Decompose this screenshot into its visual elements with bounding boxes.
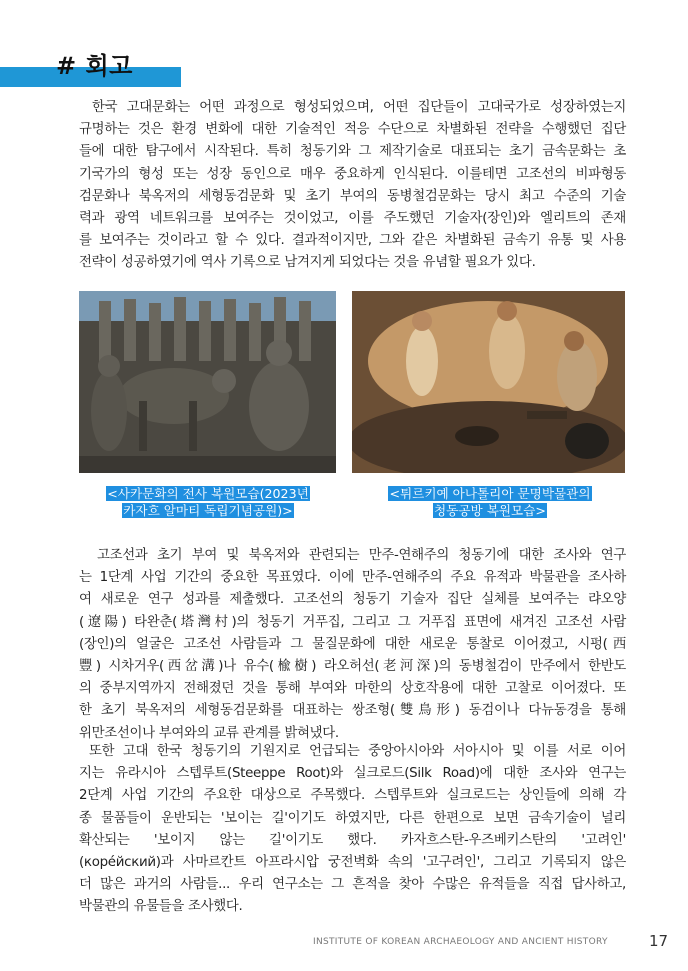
caption-line: <사카문화의 전사 복원모습(2023년 [107, 486, 309, 501]
page-number: 17 [649, 932, 669, 950]
section-title: # 회고 [56, 52, 133, 80]
caption-line: 카자흐 알마티 독립기념공원)> [123, 503, 293, 518]
bronze-workshop-diorama-photo [352, 291, 625, 473]
text-line: 또한 고대 한국 청동기의 기원지로 언급되는 중앙아시아와 서아시아 및 이를 서로 이어 [89, 744, 626, 759]
text-line: (장인)의 얼굴은 고조선 사람들과 그 물질문화에 대한 새로운 통찰로 이어졌고, 시펑(西 [79, 636, 626, 652]
text-line: 종 물품들이 운반되는 '보이는 길'이기도 하였지만, 다른 한편으로 보면 금속기술이 널리 [79, 810, 626, 826]
text-line: 豐) 시차거우(西岔溝)나 유수(楡樹) 라오허선(老河深)의 동병철검이 만주에서 한반도 [79, 659, 626, 675]
caption-line: 청동공방 복원모습> [434, 503, 546, 518]
text-line: 검문화나 북옥저의 세형동검문화 및 초기 부여의 동병철검문화는 당시 최고 수준의 기술 [79, 188, 626, 204]
text-line: 들에 대한 탐구에서 시작된다. 특히 청동기와 그 제작기술로 대표되는 초기 금속문화는 초 [79, 144, 626, 160]
footer-institute: INSTITUTE OF KOREAN ARCHAEOLOGY AND ANCIENT HISTORY [313, 937, 608, 947]
text-line: 박물관의 유물들을 조사했다. [79, 899, 243, 915]
paragraph-intro [79, 97, 626, 275]
text-line: 확산되는 '보이지 않는 길'이기도 했다. 카자흐스탄-우즈베키스탄의 '고려인' [79, 832, 626, 848]
text-line: 위만조선이나 부여와의 교류 관계를 밝혀냈다. [79, 725, 339, 741]
text-line: 력과 광역 네트워크를 보여주는 것이었고, 이를 주도했던 기술자(장인)와 엘리트의 존재 [79, 211, 626, 227]
caption-line: <튀르키예 아나톨리아 문명박물관의 [389, 486, 591, 501]
text-line: 고조선과 초기 부여 및 북옥저와 관련되는 만주-연해주의 청동기에 대한 조사와 연구 [97, 548, 626, 563]
text-line: 여 새로운 연구 성과를 제출했다. 고조선의 청동기 기술자 집단 실체를 보여주는 랴오양 [79, 592, 626, 608]
paragraph-manchuria [79, 545, 626, 745]
text-line: 한국 고대문화는 어떤 과정으로 형성되었으며, 어떤 집단들이 고대국가로 성장하였는지 [92, 100, 626, 115]
text-line: 규명하는 것은 환경 변화에 대한 기술적인 적응 수단으로 차별화된 전략을 수행했던 집단 [79, 122, 626, 138]
right-photo-caption [385, 485, 595, 519]
text-line: 기국가의 형성 또는 성장 동인으로 매우 중요하게 인식된다. 이를테면 고조선의 비파형동 [79, 166, 626, 182]
text-line: (корéйский)과 사마르칸트 아프라시압 궁전벽화 속의 '고구려인', 그리고 기록되지 않은 [79, 855, 626, 871]
text-line: 전략이 성공하였기에 역사 기록으로 남겨지게 되었다는 것을 유념할 필요가 있다. [79, 255, 536, 271]
text-line: 는 1단계 사업 기간의 중요한 목표였다. 이에 만주-연해주의 주요 유적과 박물관을 조사하 [79, 570, 626, 586]
text-line: 한 초기 북옥저의 세형동검문화를 대표하는 쌍조형(雙鳥形) 동검이나 다뉴동경을 통해 [79, 703, 626, 719]
paragraph-eurasia [79, 741, 626, 919]
saka-warrior-relief-photo [79, 291, 336, 473]
text-line: 더 많은 과거의 사람들... 우리 연구소는 그 흔적을 찾아 수많은 유적들을 직접 답사하고, [79, 877, 626, 893]
text-line: 2단계 사업 기간의 주요한 대상으로 주목했다. 스텝루트와 실크로드는 상인들에 의해 각 [79, 788, 626, 804]
text-line: (遼陽) 타완춘(塔灣村)의 청동기 거푸집, 그리고 그 거푸집 표면에 새겨진 고조선 사람 [79, 614, 626, 630]
text-line: 지는 유라시아 스텝루트(Steeppe Root)와 실크로드(Silk Road)에 대한 조사와 연구는 [79, 766, 626, 782]
text-line: 를 보여주는 것이라고 할 수 있다. 결과적이지만, 그와 같은 차별화된 금속기 유통 및 사용 [79, 233, 626, 249]
left-photo-caption [98, 485, 318, 519]
text-line: 의 중부지역까지 전해졌던 것을 통해 부여와 마한의 상호작용에 대한 고찰로 이어졌다. 또 [79, 681, 626, 697]
